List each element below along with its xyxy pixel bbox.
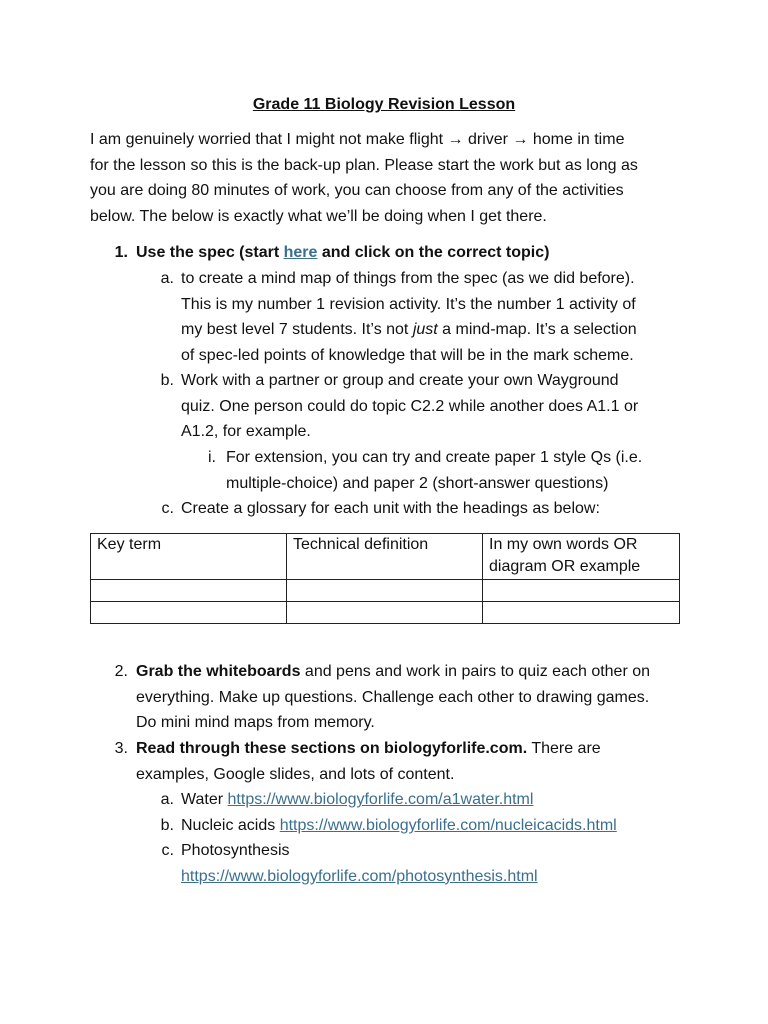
text-line: For extension, you can try and create paper 1 style Qs (i.e. (226, 449, 643, 466)
water-link[interactable]: https://www.biologyforlife.com/a1water.html (227, 791, 534, 808)
text-line: A1.2, for example. (181, 423, 311, 440)
list-marker: c. (161, 500, 174, 517)
item1-heading-text: and click on the correct topic) (317, 244, 550, 261)
water-item (181, 787, 533, 813)
intro-line: for the lesson so this is the back-up plan. Please start the work but as long as (90, 156, 638, 174)
list-number: 1. (114, 244, 128, 261)
item1-heading (136, 240, 549, 266)
text-line: quiz. One person could do topic C2.2 while another does A1.1 or (181, 397, 639, 415)
item1bi-text (226, 445, 642, 496)
item1b-text (181, 368, 638, 445)
text-line (136, 659, 650, 685)
bold-text: Grab the whiteboards (136, 663, 301, 680)
text-run: my best level 7 students. It’s not (181, 321, 413, 338)
text-line: everything. Make up questions. Challenge each other to drawing games. (136, 688, 650, 706)
text-line: Work with a partner or group and create your own Wayground (181, 372, 619, 389)
item3-text (136, 736, 601, 787)
bold-text: Read through these sections on biologyforlife.com. (136, 740, 528, 757)
text-line (181, 317, 637, 343)
list-marker: b. (160, 817, 174, 834)
table-cell[interactable] (287, 580, 483, 602)
table-cell[interactable] (483, 580, 680, 602)
text-line: examples, Google slides, and lots of content. (136, 765, 455, 783)
table-cell[interactable] (483, 602, 680, 624)
link-label: Photosynthesis (181, 842, 290, 859)
list-number: 3. (114, 740, 128, 757)
intro-line (90, 127, 682, 153)
list-marker: a. (160, 791, 174, 808)
spec-here-link[interactable]: here (283, 244, 318, 261)
link-label: Water (181, 791, 228, 808)
list-marker: c. (161, 842, 174, 859)
text-run: and pens and work in pairs to quiz each other on (300, 663, 651, 680)
nucleic-acids-link[interactable]: https://www.biologyforlife.com/nucleicacids.html (279, 817, 617, 834)
list-marker: b. (160, 372, 174, 389)
text-line: to create a mind map of things from the spec (as we did before). (181, 270, 635, 287)
table-cell[interactable] (91, 602, 287, 624)
intro-text: driver (463, 131, 513, 148)
intro-text: I am genuinely worried that I might not make flight (90, 131, 448, 148)
glossary-table (90, 533, 680, 624)
table-cell[interactable] (91, 580, 287, 602)
table-header-row (91, 534, 680, 580)
intro-line: below. The below is exactly what we’ll be doing when I get there. (90, 207, 547, 225)
arrow-icon: → (447, 131, 464, 148)
arrow-icon: → (512, 131, 529, 148)
text-line (136, 736, 601, 762)
text-line: This is my number 1 revision activity. It’s the number 1 activity of (181, 295, 636, 313)
link-label: Nucleic acids (181, 817, 280, 834)
table-row (91, 602, 680, 624)
item2-text (136, 659, 650, 736)
text-run: a mind-map. It’s a selection (437, 321, 637, 338)
table-cell[interactable] (287, 602, 483, 624)
item1-heading-text: Use the spec (start (136, 244, 284, 261)
intro-line: you are doing 80 minutes of work, you can choose from any of the activities (90, 182, 624, 199)
nucleic-acids-item (181, 813, 617, 839)
photosynthesis-item (181, 838, 538, 889)
intro-paragraph (90, 127, 682, 229)
emphasis-text: just (412, 321, 438, 338)
intro-text: home in time (528, 131, 625, 148)
text-line: multiple-choice) and paper 2 (short-answer questions) (226, 474, 609, 492)
item1a-text (181, 266, 637, 368)
text-line: Do mini mind maps from memory. (136, 714, 375, 731)
table-row (91, 580, 680, 602)
item1c-text: Create a glossary for each unit with the headings as below: (181, 500, 600, 517)
page-title: Grade 11 Biology Revision Lesson (252, 96, 516, 113)
list-marker: i. (208, 449, 216, 466)
header-own-words: In my own words OR diagram OR example (483, 534, 680, 580)
list-marker: a. (160, 270, 174, 287)
list-number: 2. (114, 663, 128, 680)
header-key-term: Key term (91, 534, 287, 580)
header-technical-definition: Technical definition (287, 534, 483, 580)
text-run: There are (527, 740, 601, 757)
text-line: of spec-led points of knowledge that will be in the mark scheme. (181, 346, 634, 364)
photosynthesis-link[interactable]: https://www.biologyforlife.com/photosynthesis.html (181, 867, 538, 885)
